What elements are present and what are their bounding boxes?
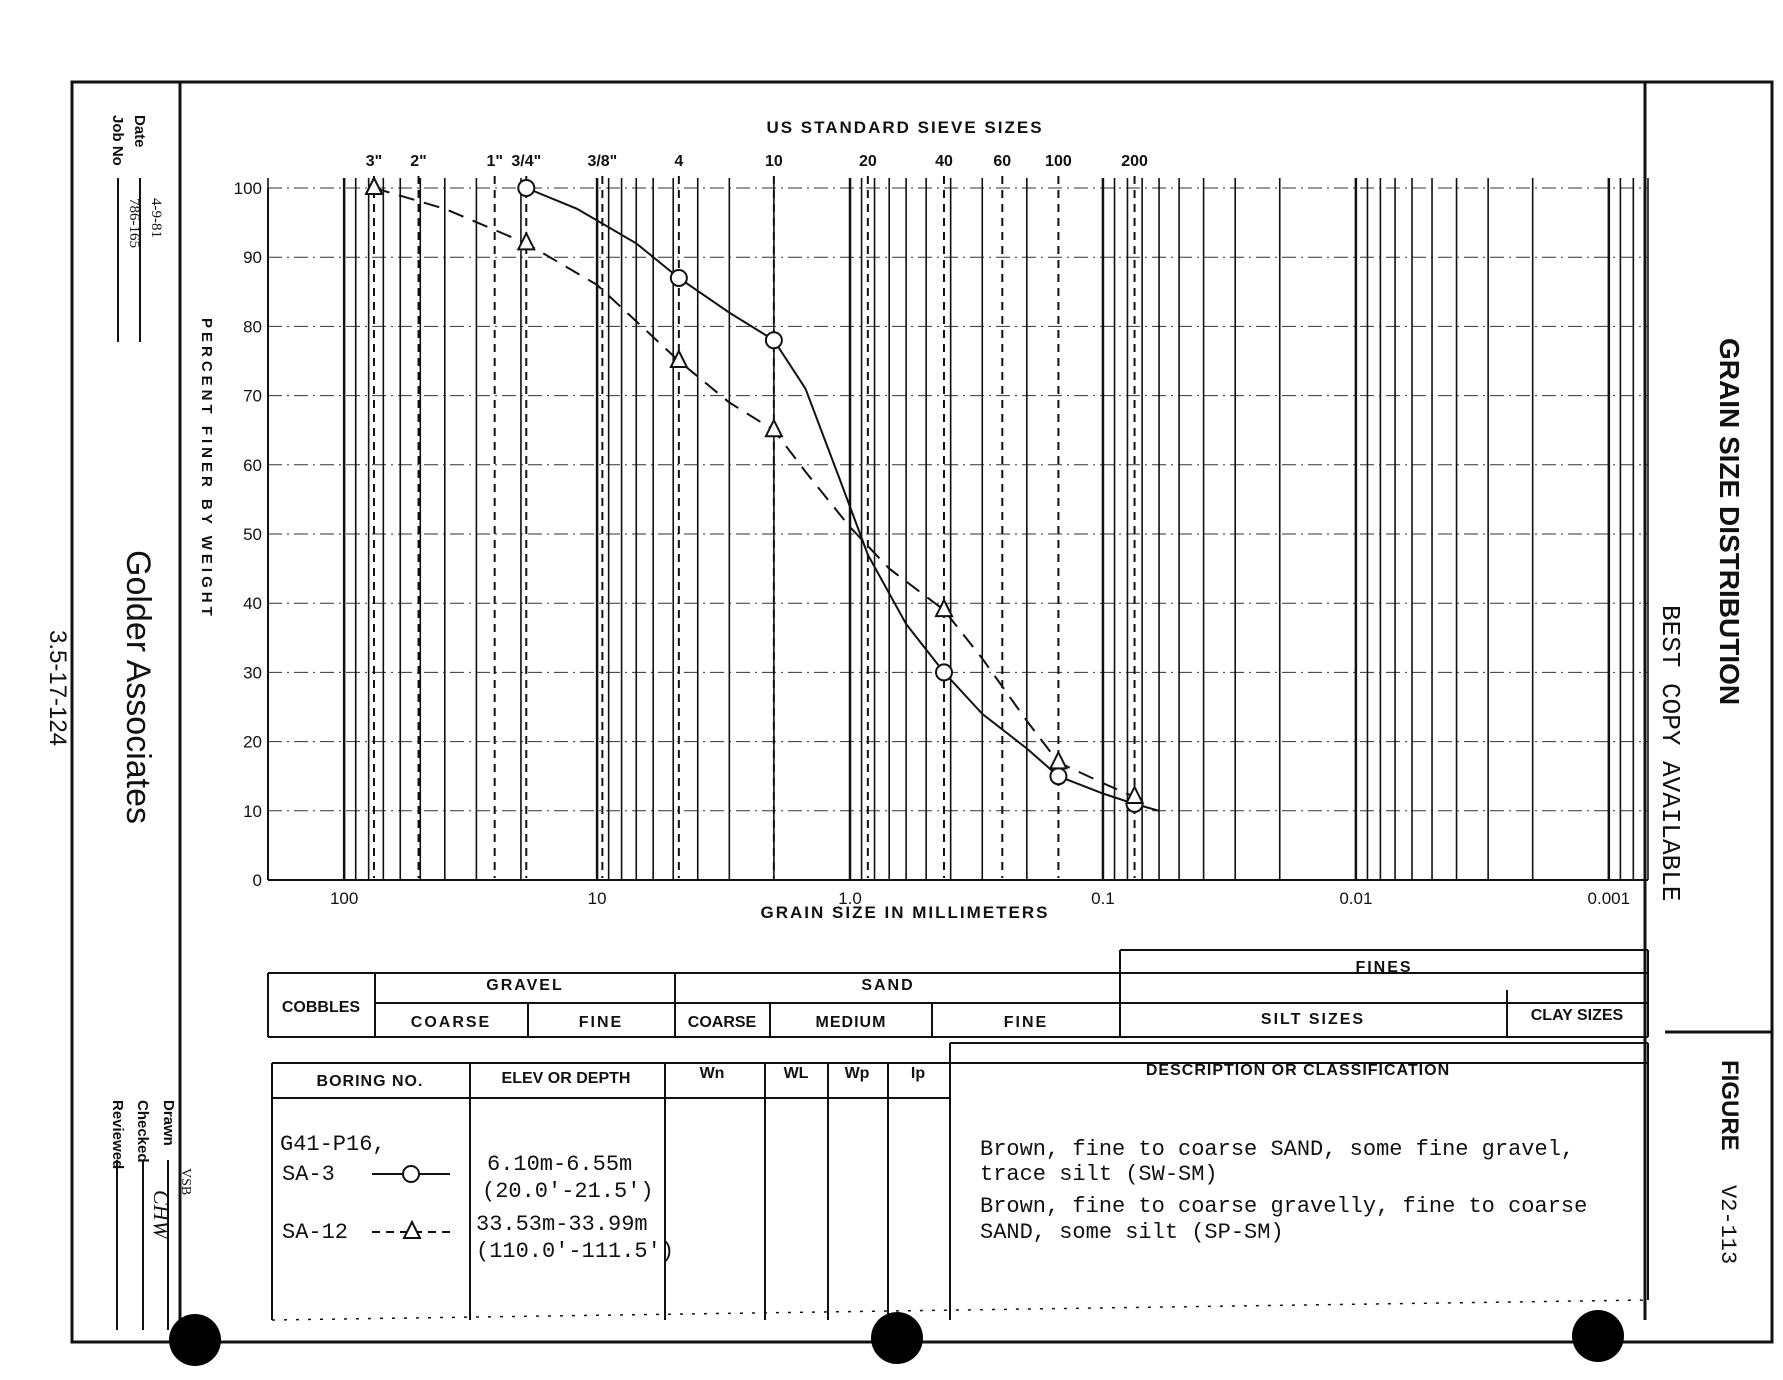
sand-fine-label: FINE — [1003, 1014, 1049, 1031]
header-wl: WL — [783, 1065, 809, 1082]
series-sa-3 — [518, 180, 1159, 812]
chart-title: US STANDARD SIEVE SIZES — [766, 118, 1044, 137]
sieve-label: 1" — [486, 153, 503, 170]
data-point-triangle — [766, 420, 782, 436]
elev-sa3-m: 6.10m-6.55m — [487, 1152, 633, 1177]
sieve-label: 3/4" — [511, 153, 542, 170]
desc-sa12-line2: SAND, some silt (SP-SM) — [980, 1220, 1284, 1245]
date-label: Date — [131, 115, 148, 148]
silt-label: SILT SIZES — [1260, 1011, 1366, 1028]
classification-labels — [282, 959, 1624, 1031]
sieve-labels — [366, 153, 1148, 170]
figure-number: V2-113 — [1715, 1185, 1740, 1265]
drawn-label: Drawn — [160, 1100, 177, 1146]
legend-solid-circle — [372, 1166, 450, 1182]
figure-label: FIGURE — [1716, 1060, 1743, 1151]
x-tick-label: 0.01 — [1339, 889, 1373, 908]
sieve-label: 40 — [935, 153, 953, 170]
series-layer — [366, 178, 1159, 812]
series-line — [374, 188, 1135, 797]
y-tick-label: 100 — [233, 179, 262, 198]
right-title-block — [1655, 338, 1745, 1264]
x-tick-label: 1.0 — [838, 889, 862, 908]
left-title-block — [44, 115, 193, 1330]
company-name: Golder Associates — [119, 550, 157, 825]
y-tick-label: 80 — [243, 317, 262, 337]
header-elev: ELEV OR DEPTH — [501, 1070, 631, 1087]
y-tick-label: 90 — [243, 248, 262, 268]
horizontal-gridlines — [268, 188, 1648, 811]
sieve-label: 20 — [858, 153, 877, 170]
boring-main: G41-P16, — [280, 1132, 386, 1157]
data-point-circle — [1050, 768, 1066, 784]
x-tick-label: 100 — [329, 889, 359, 908]
y-tick-labels — [234, 179, 262, 890]
y-axis-label: PERCENT FINER BY WEIGHT — [198, 318, 215, 620]
page-reference: 3.5-17-124 — [44, 630, 71, 747]
header-ip: Ip — [910, 1065, 926, 1082]
gravel-coarse-label: COARSE — [410, 1014, 492, 1031]
y-tick-label: 70 — [243, 386, 262, 406]
y-tick-label: 50 — [243, 525, 262, 544]
sand-medium-label: MEDIUM — [815, 1014, 887, 1031]
sand-coarse-label: COARSE — [687, 1014, 757, 1031]
y-tick-label: 40 — [243, 594, 262, 614]
clay-label: CLAY SIZES — [1530, 1007, 1624, 1024]
sample-table — [272, 1043, 1648, 1320]
gravel-fine-label: FINE — [578, 1014, 624, 1031]
boring-sa3: SA-3 — [282, 1162, 335, 1187]
sieve-label: 60 — [993, 153, 1012, 170]
data-point-circle — [671, 270, 687, 286]
header-boring: BORING NO. — [316, 1073, 424, 1090]
data-point-circle — [518, 180, 534, 196]
sample-headers — [317, 1062, 1451, 1090]
desc-sa3-line2: trace silt (SW-SM) — [980, 1162, 1218, 1187]
drawn-value: VSB — [178, 1168, 193, 1196]
elev-sa12-ft: (110.0'-111.5') — [476, 1239, 675, 1264]
data-point-triangle — [936, 600, 952, 616]
job-label: Job No — [109, 115, 126, 166]
sieve-label: 2" — [410, 153, 427, 170]
sieve-lines — [374, 176, 1135, 878]
y-tick-label: 60 — [243, 455, 262, 475]
sieve-label: 4 — [674, 153, 684, 170]
data-point-circle — [766, 332, 782, 348]
data-point-triangle — [1050, 752, 1066, 768]
punch-hole-left — [169, 1314, 221, 1366]
reviewed-label: Reviewed — [109, 1100, 126, 1170]
header-wn: Wn — [699, 1065, 725, 1082]
y-tick-label: 0 — [252, 871, 262, 890]
vertical-gridlines — [268, 178, 1648, 880]
y-tick-label: 30 — [243, 663, 262, 683]
cobbles-label: COBBLES — [281, 999, 361, 1016]
y-tick-label: 20 — [243, 732, 262, 752]
sieve-label: 10 — [764, 153, 783, 170]
sieve-label: 200 — [1121, 153, 1148, 170]
data-point-circle — [936, 664, 952, 680]
punch-hole-center — [871, 1312, 923, 1364]
legend-dashed-triangle — [372, 1222, 455, 1238]
x-axis-label: GRAIN SIZE IN MILLIMETERS — [760, 903, 1050, 922]
grain-size-chart — [198, 118, 1648, 922]
y-tick-label: 10 — [243, 801, 262, 821]
x-tick-label: 10 — [587, 889, 607, 908]
header-desc: DESCRIPTION OR CLASSIFICATION — [1145, 1062, 1451, 1079]
sample-rows — [280, 1132, 1587, 1264]
job-value: 786-165 — [126, 198, 142, 248]
desc-sa12-line1: Brown, fine to coarse gravelly, fine to coarse — [980, 1194, 1588, 1219]
best-copy-stamp: BEST COPY AVAILABLE — [1655, 605, 1685, 902]
boring-sa12: SA-12 — [282, 1220, 349, 1245]
punch-hole-right — [1572, 1310, 1624, 1362]
x-tick-label: 0.001 — [1587, 889, 1631, 908]
sieve-label: 3" — [365, 153, 383, 170]
elev-sa3-ft: (20.0'-21.5') — [482, 1179, 654, 1204]
checked-value: CHW — [149, 1190, 174, 1239]
header-wp: Wp — [844, 1065, 870, 1082]
checked-label: Checked — [134, 1100, 151, 1163]
date-value: 4-9-81 — [148, 198, 164, 238]
sieve-label: 3/8" — [587, 153, 618, 170]
elev-sa12-m: 33.53m-33.99m — [476, 1212, 648, 1237]
desc-sa3-line1: Brown, fine to coarse SAND, some fine gravel, — [980, 1137, 1575, 1162]
sand-label: SAND — [861, 977, 915, 994]
fines-label: FINES — [1355, 959, 1413, 976]
sieve-label: 100 — [1045, 153, 1072, 170]
gravel-label: GRAVEL — [486, 977, 564, 994]
x-tick-label: 0.1 — [1091, 889, 1115, 908]
sheet-title: GRAIN SIZE DISTRIBUTION — [1714, 338, 1745, 706]
